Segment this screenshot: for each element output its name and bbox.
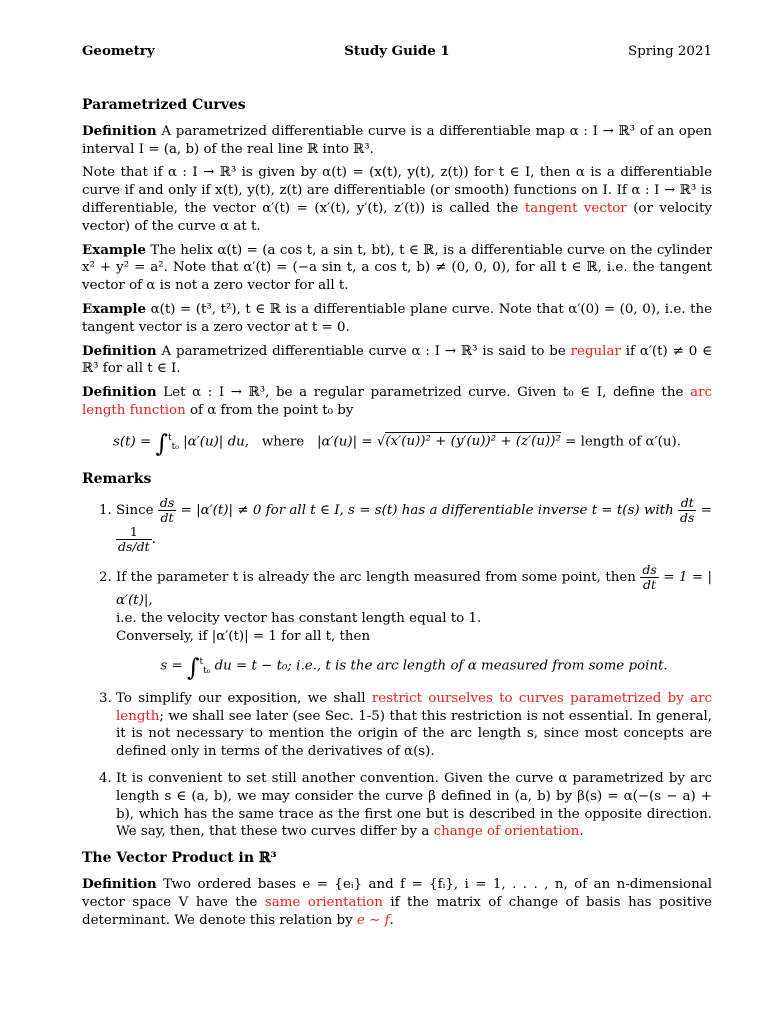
eq-lhs: s(t) =: [113, 434, 152, 450]
example-label: Example: [82, 241, 147, 258]
remark-2-text-d: Conversely, if |α′(t)| = 1 for all t, then: [116, 629, 371, 645]
integral-upper: t: [199, 656, 204, 667]
remark-1-end: .: [151, 532, 156, 548]
document-body: [82, 97, 712, 935]
arc-length-text-a: Let α : I → ℝ³, be a regular parametrized curve. Given t₀ ∈ I, define the: [163, 385, 684, 401]
header-title: Study Guide 1: [344, 43, 450, 59]
orientation-text-a: Two ordered bases e = {eᵢ} and f = {fᵢ}, i = 1, . . . , n, of an n-dimensional vector space V have the: [82, 876, 712, 910]
example-helix-text: The helix α(t) = (a cos t, a sin t, bt), t ∈ ℝ, is a differentiable curve on the cylinder x² + y² = a². Note that α′(t) = (−a sin t, a cos t, b) ≠ (0, 0, 0), for all t ∈ ℝ, i.e. the tangent vector of α is not a zero vector for all t.: [82, 242, 712, 294]
integral-sign: ∫: [155, 429, 169, 458]
frac-denominator: dt: [643, 577, 657, 593]
remark-2-text-b: = 1 = |α′(t)|,: [116, 570, 712, 609]
example-helix: [82, 242, 712, 295]
section-title-parametrized-curves: Parametrized Curves: [82, 97, 246, 113]
remark-2-text-c: i.e. the velocity vector has constant length equal to 1.: [116, 611, 482, 627]
header-term: Spring 2021: [628, 44, 712, 59]
term-same-orientation: same orientation: [264, 894, 383, 910]
remark-3-text-a: To simplify our exposition, we shall: [116, 690, 366, 706]
remark-1-text-a: Since: [116, 503, 154, 519]
fraction-ds-dt: [158, 496, 176, 525]
remark-4: [116, 770, 712, 841]
definition-curve: [82, 123, 712, 159]
fraction-ds-dt: [640, 563, 658, 592]
integral-upper: t: [168, 432, 172, 443]
remark-3-text-b: ; we shall see later (see Sec. 1-5) that this restriction is not essential. In general, it is not necessary to mention the origin of the arc length s, since most concepts are defined only in terms of the derivatives of α(s).: [116, 708, 712, 760]
regular-text-b: if α′(t) ≠ 0 ∈ ℝ³ for all t ∈ I.: [82, 343, 712, 377]
definition-text: A parametrized differentiable curve is a differentiable map α : I → ℝ³ of an open interval I = (a, b) of the real line ℝ into ℝ³.: [82, 123, 712, 157]
term-e-sim-f: e ∼ f: [356, 912, 390, 928]
arc-length-text-b: of α from the point t₀ by: [189, 402, 354, 418]
definition-label: Definition: [82, 342, 157, 359]
frac-denominator: ds: [680, 510, 695, 526]
note-text-a: Note that if α : I → ℝ³ is given by α(t) = (x(t), y(t), z(t)) for t ∈ I, then α is a differentiable curve if and only if x(t), y(t), z(t) are differentiable (or smooth) functions on I. If α : I → ℝ³ is differentiable, the vector α′(t) = (x′(t), y′(t), z′(t)) is called the: [82, 165, 712, 216]
integral-sign: ∫: [186, 653, 200, 682]
regular-text-a: A parametrized differentiable curve α : I → ℝ³ is said to be: [161, 343, 566, 359]
eq2-lhs: s =: [160, 658, 183, 674]
orientation-text-b: if the matrix of change of basis has positive determinant. We denote this relation by: [82, 894, 712, 928]
section-title-vector-product: The Vector Product in ℝ³: [82, 850, 277, 867]
integral-lower: t₀: [171, 441, 179, 452]
definition-arc-length: [82, 384, 712, 420]
remark-2-text-a: If the parameter t is already the arc length measured from some point, then: [116, 570, 636, 586]
fraction-inverse: [116, 525, 152, 554]
eq-integrand: |α′(u)| du,: [183, 434, 250, 450]
remark-4-end: .: [579, 824, 584, 840]
frac-numerator: ds: [159, 495, 175, 511]
remark-1-equals: =: [700, 503, 712, 519]
remarks-list: [82, 496, 712, 841]
integral-lower: t₀: [203, 666, 211, 677]
page-header: [82, 43, 712, 61]
definition-regular: [82, 343, 712, 379]
section-title-remarks: Remarks: [82, 470, 152, 487]
term-change-of-orientation: change of orientation: [433, 824, 580, 840]
arc-length-equation: [82, 430, 712, 457]
remark-1-text-b: = |α′(t)| ≠ 0 for all t ∈ I, s = s(t) has a differentiable inverse t = t(s) with: [180, 503, 674, 519]
header-course: Geometry: [82, 43, 155, 59]
frac-denominator: ds/dt: [118, 539, 150, 555]
definition-label: Definition: [82, 384, 157, 401]
eq-rhs: = length of α′(u).: [565, 434, 681, 450]
remark-1: [116, 496, 712, 554]
eq-radicand: (x′(u))² + (y′(u))² + (z′(u))²: [385, 434, 561, 450]
term-regular: regular: [570, 343, 621, 359]
frac-numerator: 1: [116, 525, 152, 540]
eq-where: where: [261, 434, 305, 450]
definition-orientation: [82, 876, 712, 929]
orientation-end: .: [389, 912, 394, 928]
frac-denominator: dt: [160, 510, 174, 526]
eq2-rhs: du = t − t₀; i.e., t is the arc length of α measured from some point.: [214, 658, 668, 674]
eq-abs: |α′(u)| =: [316, 434, 373, 450]
example-label: Example: [82, 300, 147, 317]
term-tangent-vector: tangent vector: [524, 200, 627, 216]
arc-length-identity-equation: [116, 654, 712, 681]
definition-label: Definition: [82, 875, 157, 892]
frac-numerator: dt: [678, 496, 696, 511]
note-paragraph: [82, 164, 712, 235]
remark-3: [116, 690, 712, 761]
fraction-dt-ds: [678, 496, 696, 525]
remark-2: [116, 563, 712, 680]
example-plane-text: α(t) = (t³, t²), t ∈ ℝ is a differentiable plane curve. Note that α′(0) = (0, 0), i.e. the tangent vector is a zero vector at t = 0.: [82, 301, 712, 335]
example-plane-curve: [82, 301, 712, 337]
term-arc-length-function: arc length function: [82, 385, 712, 418]
frac-numerator: ds: [642, 562, 657, 578]
term-restrict-arc-length: restrict ourselves to curves parametrized by arc length: [116, 690, 712, 724]
remark-4-text-a: It is convenient to set still another convention. Given the curve α parametrized by arc length s ∈ (a, b), we may consider the curve β defined in (a, b) by β(s) = α(−(s − a) + b), which has the same trace as the first one but is described in the opposite direction. We say, then, that these two curves differ by a: [116, 771, 712, 840]
sqrt-sign: √: [376, 434, 386, 450]
definition-label: Definition: [82, 122, 157, 139]
note-text-b: (or velocity vector) of the curve α at t.: [82, 200, 712, 234]
